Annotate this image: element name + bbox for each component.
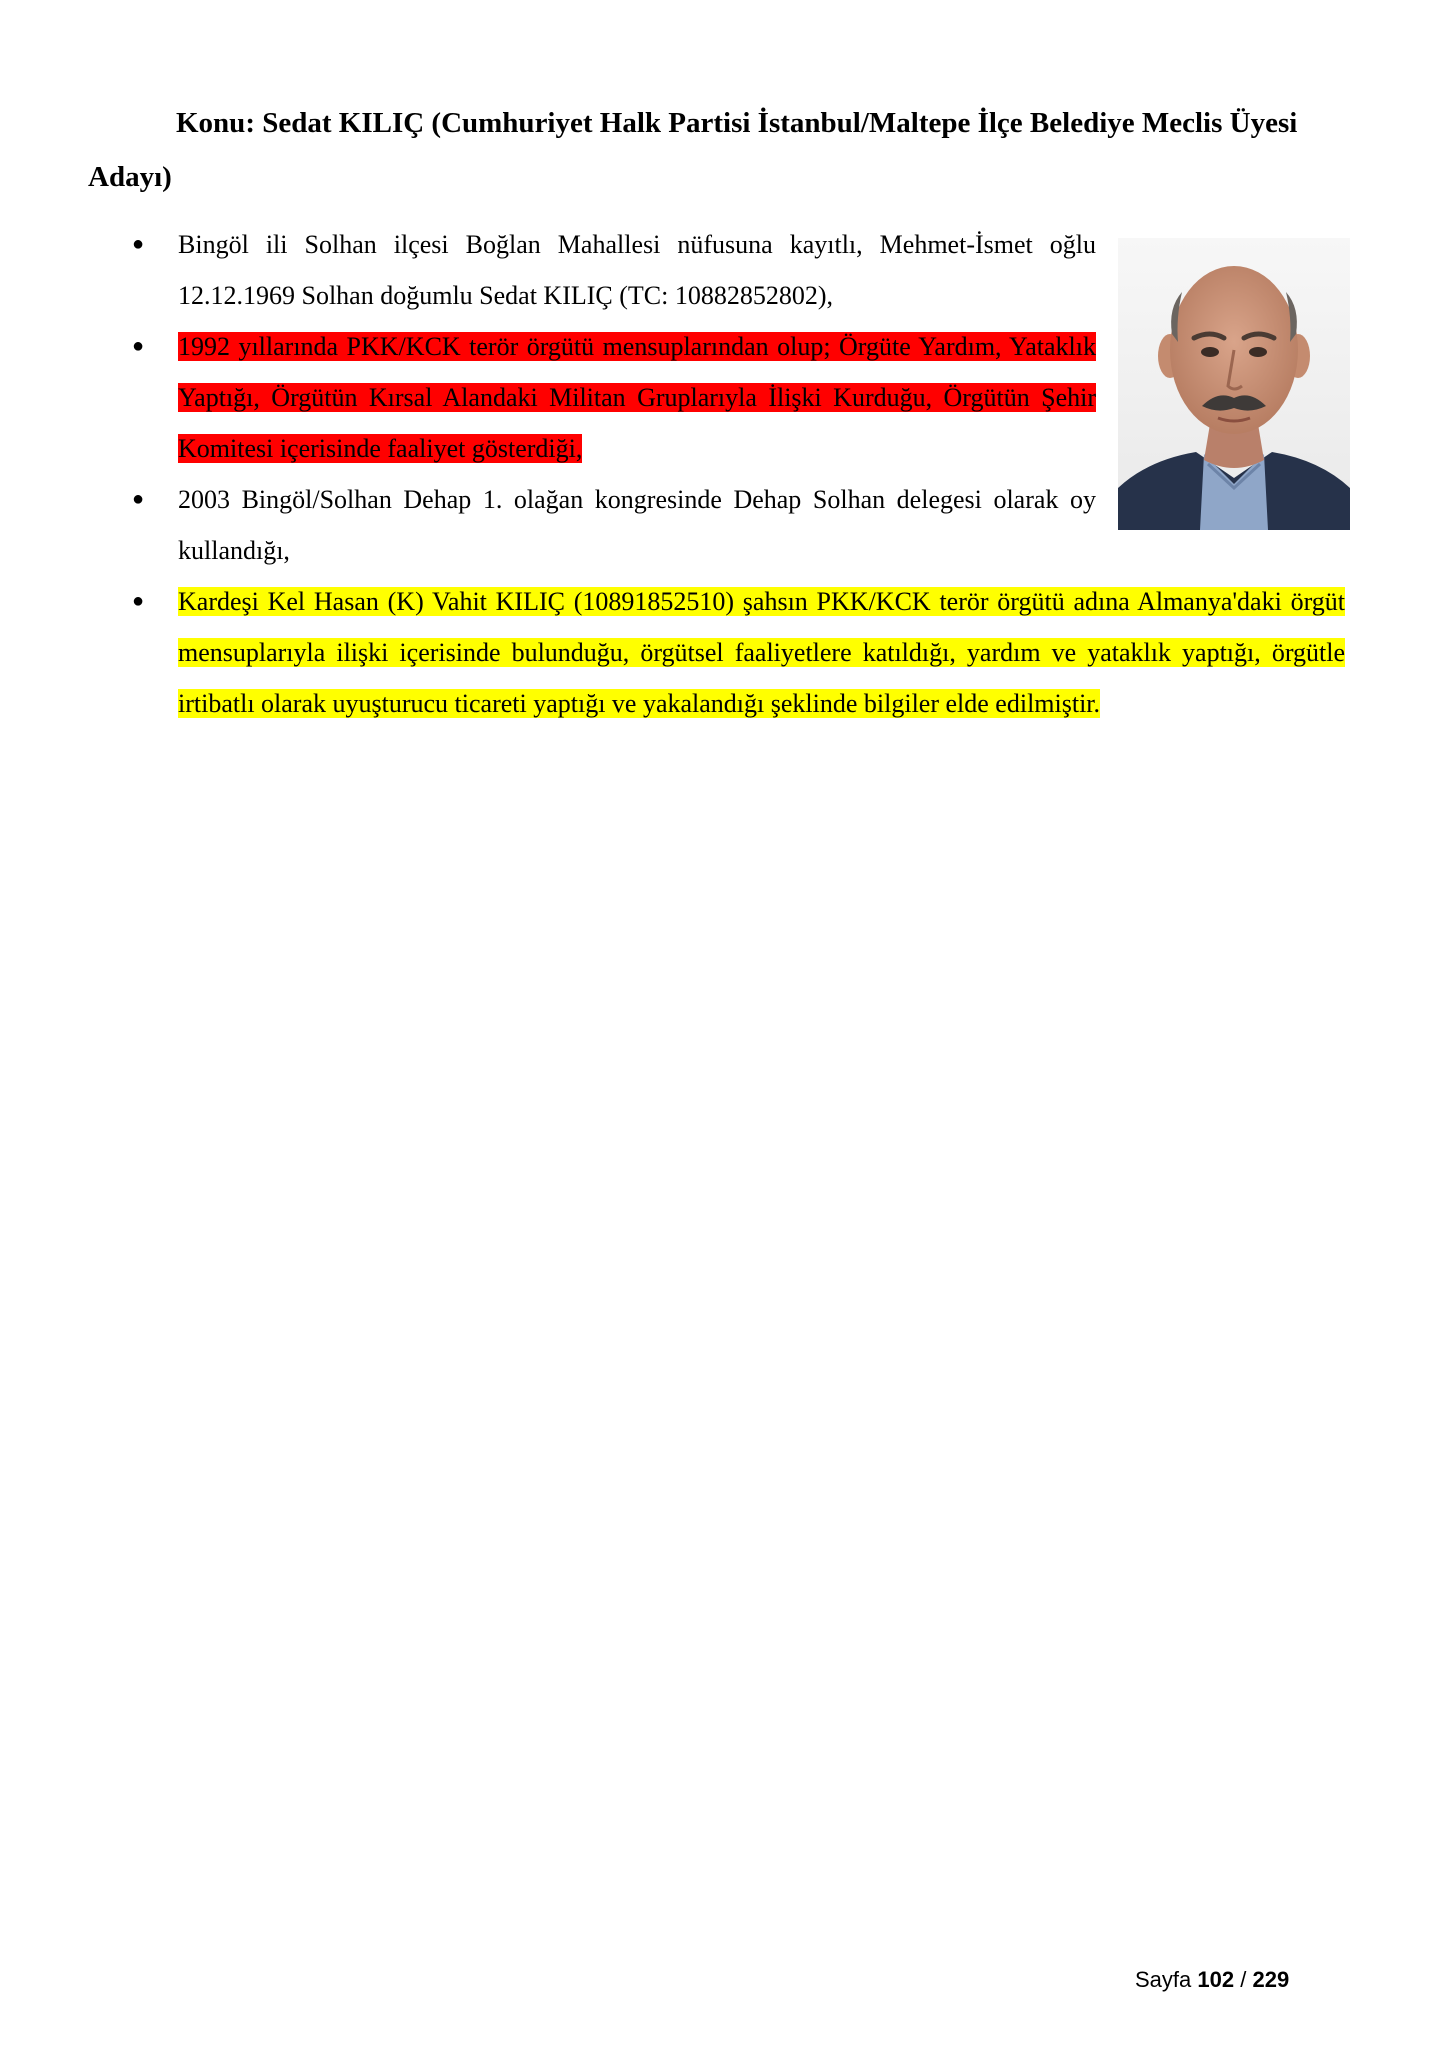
list-item (0, 219, 1448, 321)
bullet-text-content: Kardeşi Kel Hasan (K) Vahit KILIÇ (10891852510) şahsın PKK/KCK terör örgütü adına Almanya'daki örgüt mensuplarıyla ilişki içerisinde bulunduğu, örgütsel faaliyetlere katıldığı, yardım ve yataklık yaptığı, örgütle irtibatlı olarak uyuşturucu ticareti yaptığı ve yakalandığı şeklinde bilgiler elde edilmiştir. (178, 587, 1345, 718)
page-number-footer (1135, 1967, 1289, 1993)
list-item (0, 321, 1448, 474)
bullet-text (178, 321, 1096, 474)
info-bullet-list (0, 219, 1448, 729)
bullet-text (178, 576, 1345, 729)
list-item (0, 576, 1448, 729)
bullet-icon: ● (132, 233, 145, 255)
bullet-text-content: Bingöl ili Solhan ilçesi Boğlan Mahallesi nüfusuna kayıtlı, Mehmet-İsmet oğlu 12.12.1969 Solhan doğumlu Sedat KILIÇ (TC: 10882852802), (178, 230, 1096, 310)
bullet-text-content: 1992 yıllarında PKK/KCK terör örgütü mensuplarından olup; Örgüte Yardım, Yataklık Yaptığı, Örgütün Kırsal Alandaki Militan Gruplarıyla İlişki Kurduğu, Örgütün Şehir Komitesi içerisinde faaliyet gösterdiği, (178, 332, 1096, 463)
bullet-icon: ● (132, 335, 145, 357)
page-current: 102 (1197, 1967, 1235, 1992)
page-total: 229 (1252, 1967, 1290, 1992)
bullet-text (178, 219, 1096, 321)
bullet-icon: ● (132, 488, 145, 510)
page-label: Sayfa (1135, 1967, 1192, 1992)
bullet-icon: ● (132, 590, 145, 612)
subject-heading: Konu: Sedat KILIÇ (Cumhuriyet Halk Partisi İstanbul/Maltepe İlçe Belediye Meclis Üyesi Adayı) (88, 107, 1298, 193)
list-item (0, 474, 1448, 576)
page-separator: / (1240, 1967, 1247, 1992)
bullet-text-content: 2003 Bingöl/Solhan Dehap 1. olağan kongresinde Dehap Solhan delegesi olarak oy kullandığı, (178, 485, 1096, 565)
bullet-text (178, 474, 1096, 576)
